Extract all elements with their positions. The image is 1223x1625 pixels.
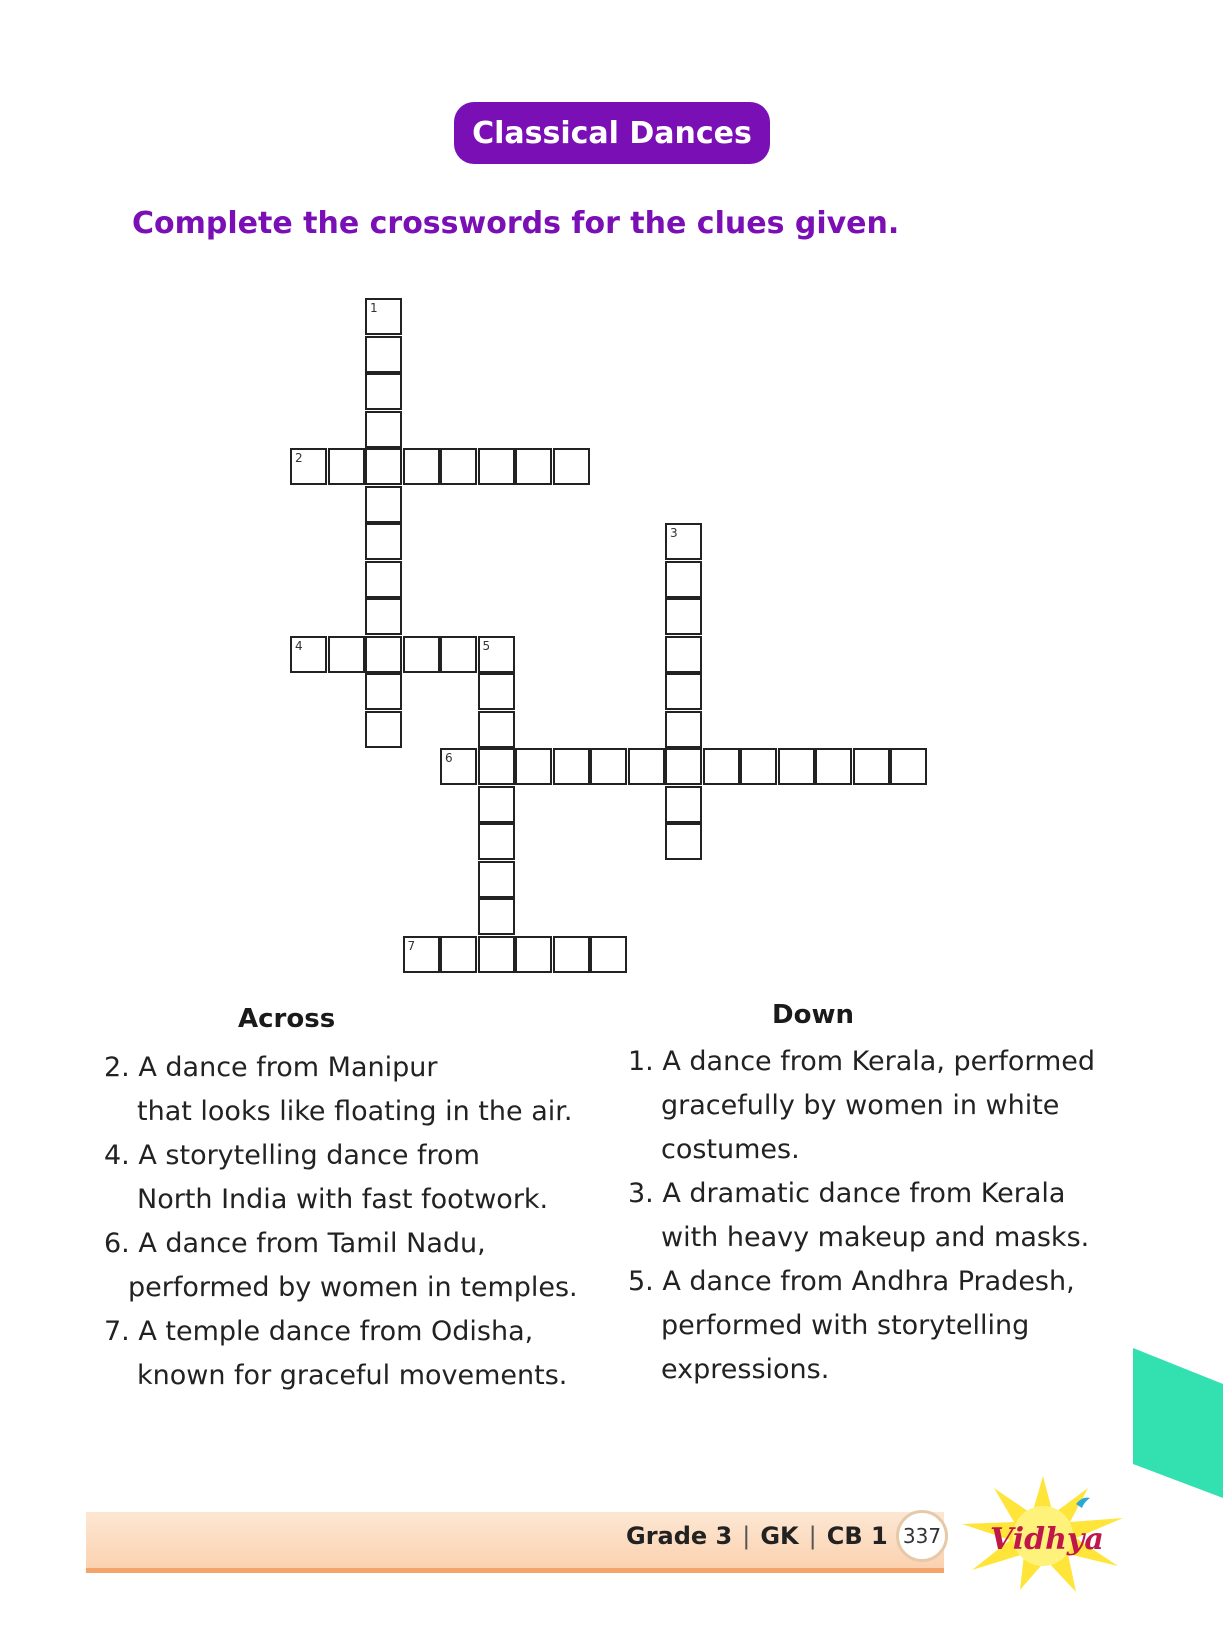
crossword-cell — [665, 786, 702, 823]
down-clue-3: 3. A dramatic dance from Kerala with heavy makeup and masks. — [628, 1178, 1090, 1253]
down-clue-5: 5. A dance from Andhra Pradesh, performed with storytelling expressions. — [628, 1266, 1075, 1385]
crossword-cell — [478, 936, 515, 973]
crossword-cell — [590, 936, 627, 973]
down-clue-1: 1. A dance from Kerala, performed gracefully by women in white costumes. — [628, 1046, 1096, 1165]
crossword-cell — [740, 748, 777, 785]
crossword-cell — [515, 936, 552, 973]
crossword-cell — [665, 748, 702, 785]
footer-separator: | — [742, 1522, 751, 1550]
brand-logo-text: Vidhya — [990, 1522, 1104, 1557]
crossword-cell — [553, 936, 590, 973]
page-title: Classical Dances — [454, 102, 770, 164]
across-clue-6: 6. A dance from Tamil Nadu, performed by women in temples. — [104, 1228, 578, 1303]
crossword-cell — [478, 448, 515, 485]
crossword-cell — [853, 748, 890, 785]
crossword-cell — [365, 636, 402, 673]
crossword-clue-number: 7 — [407, 938, 416, 953]
page-number: 337 — [896, 1510, 948, 1562]
across-heading: Across — [238, 1004, 336, 1034]
crossword-cell — [365, 411, 402, 448]
footer-subject: GK — [760, 1522, 799, 1550]
crossword-cell — [365, 336, 402, 373]
crossword-cell — [665, 523, 702, 560]
crossword-cell — [365, 598, 402, 635]
crossword-cell — [665, 598, 702, 635]
crossword-cell — [553, 448, 590, 485]
across-clue-4: 4. A storytelling dance from North India with fast footwork. — [104, 1140, 549, 1215]
footer-info — [626, 1522, 888, 1550]
crossword-cell — [440, 936, 477, 973]
crossword-cell — [478, 636, 515, 673]
crossword-cell — [365, 298, 402, 335]
crossword-clue-number: 3 — [670, 526, 678, 540]
across-clue-7: 7. A temple dance from Odisha, known for graceful movements. — [104, 1316, 568, 1391]
crossword-cell — [290, 448, 327, 485]
crossword-cell — [440, 448, 477, 485]
crossword-cell — [890, 748, 927, 785]
crossword-cell — [628, 748, 665, 785]
crossword-clue-number: 6 — [445, 751, 453, 765]
crossword-cell — [328, 448, 365, 485]
crossword-cell — [478, 711, 515, 748]
crossword-cell — [665, 561, 702, 598]
crossword-cell — [478, 748, 515, 785]
crossword-clue-number: 5 — [482, 638, 491, 653]
crossword-cell — [440, 748, 477, 785]
crossword-cell — [328, 636, 365, 673]
crossword-cell — [403, 936, 440, 973]
crossword-cell — [365, 711, 402, 748]
crossword-cell — [515, 748, 552, 785]
crossword-cell — [478, 673, 515, 710]
down-heading: Down — [772, 1000, 854, 1030]
across-clue-2: 2. A dance from Manipur that looks like floating in the air. — [104, 1052, 573, 1127]
crossword-cell — [365, 673, 402, 710]
crossword-clue-number: 2 — [295, 451, 303, 465]
crossword-clue-number: 4 — [295, 638, 303, 653]
crossword-cell — [665, 673, 702, 710]
crossword-cell — [290, 636, 327, 673]
crossword-cell — [365, 561, 402, 598]
crossword-cell — [403, 448, 440, 485]
crossword-cell — [665, 636, 702, 673]
crossword-cell — [478, 898, 515, 935]
crossword-cell — [440, 636, 477, 673]
footer-grade: Grade 3 — [626, 1522, 733, 1550]
footer-separator: | — [808, 1522, 817, 1550]
footer-book: CB 1 — [826, 1522, 888, 1550]
crossword-cell — [478, 861, 515, 898]
crossword-cell — [665, 823, 702, 860]
crossword-cell — [665, 711, 702, 748]
crossword-cell — [778, 748, 815, 785]
crossword-cell — [478, 786, 515, 823]
crossword-cell — [403, 636, 440, 673]
instruction-text: Complete the crosswords for the clues given. — [132, 206, 900, 241]
side-tab-shape — [1133, 1348, 1223, 1498]
crossword-cell — [815, 748, 852, 785]
crossword-cell — [553, 748, 590, 785]
crossword-cell — [365, 373, 402, 410]
crossword-cell — [365, 486, 402, 523]
crossword-cell — [703, 748, 740, 785]
crossword-cell — [478, 823, 515, 860]
crossword-cell — [590, 748, 627, 785]
crossword-cell — [515, 448, 552, 485]
crossword-cell — [365, 448, 402, 485]
crossword-cell — [365, 523, 402, 560]
crossword-clue-number: 1 — [370, 301, 378, 315]
